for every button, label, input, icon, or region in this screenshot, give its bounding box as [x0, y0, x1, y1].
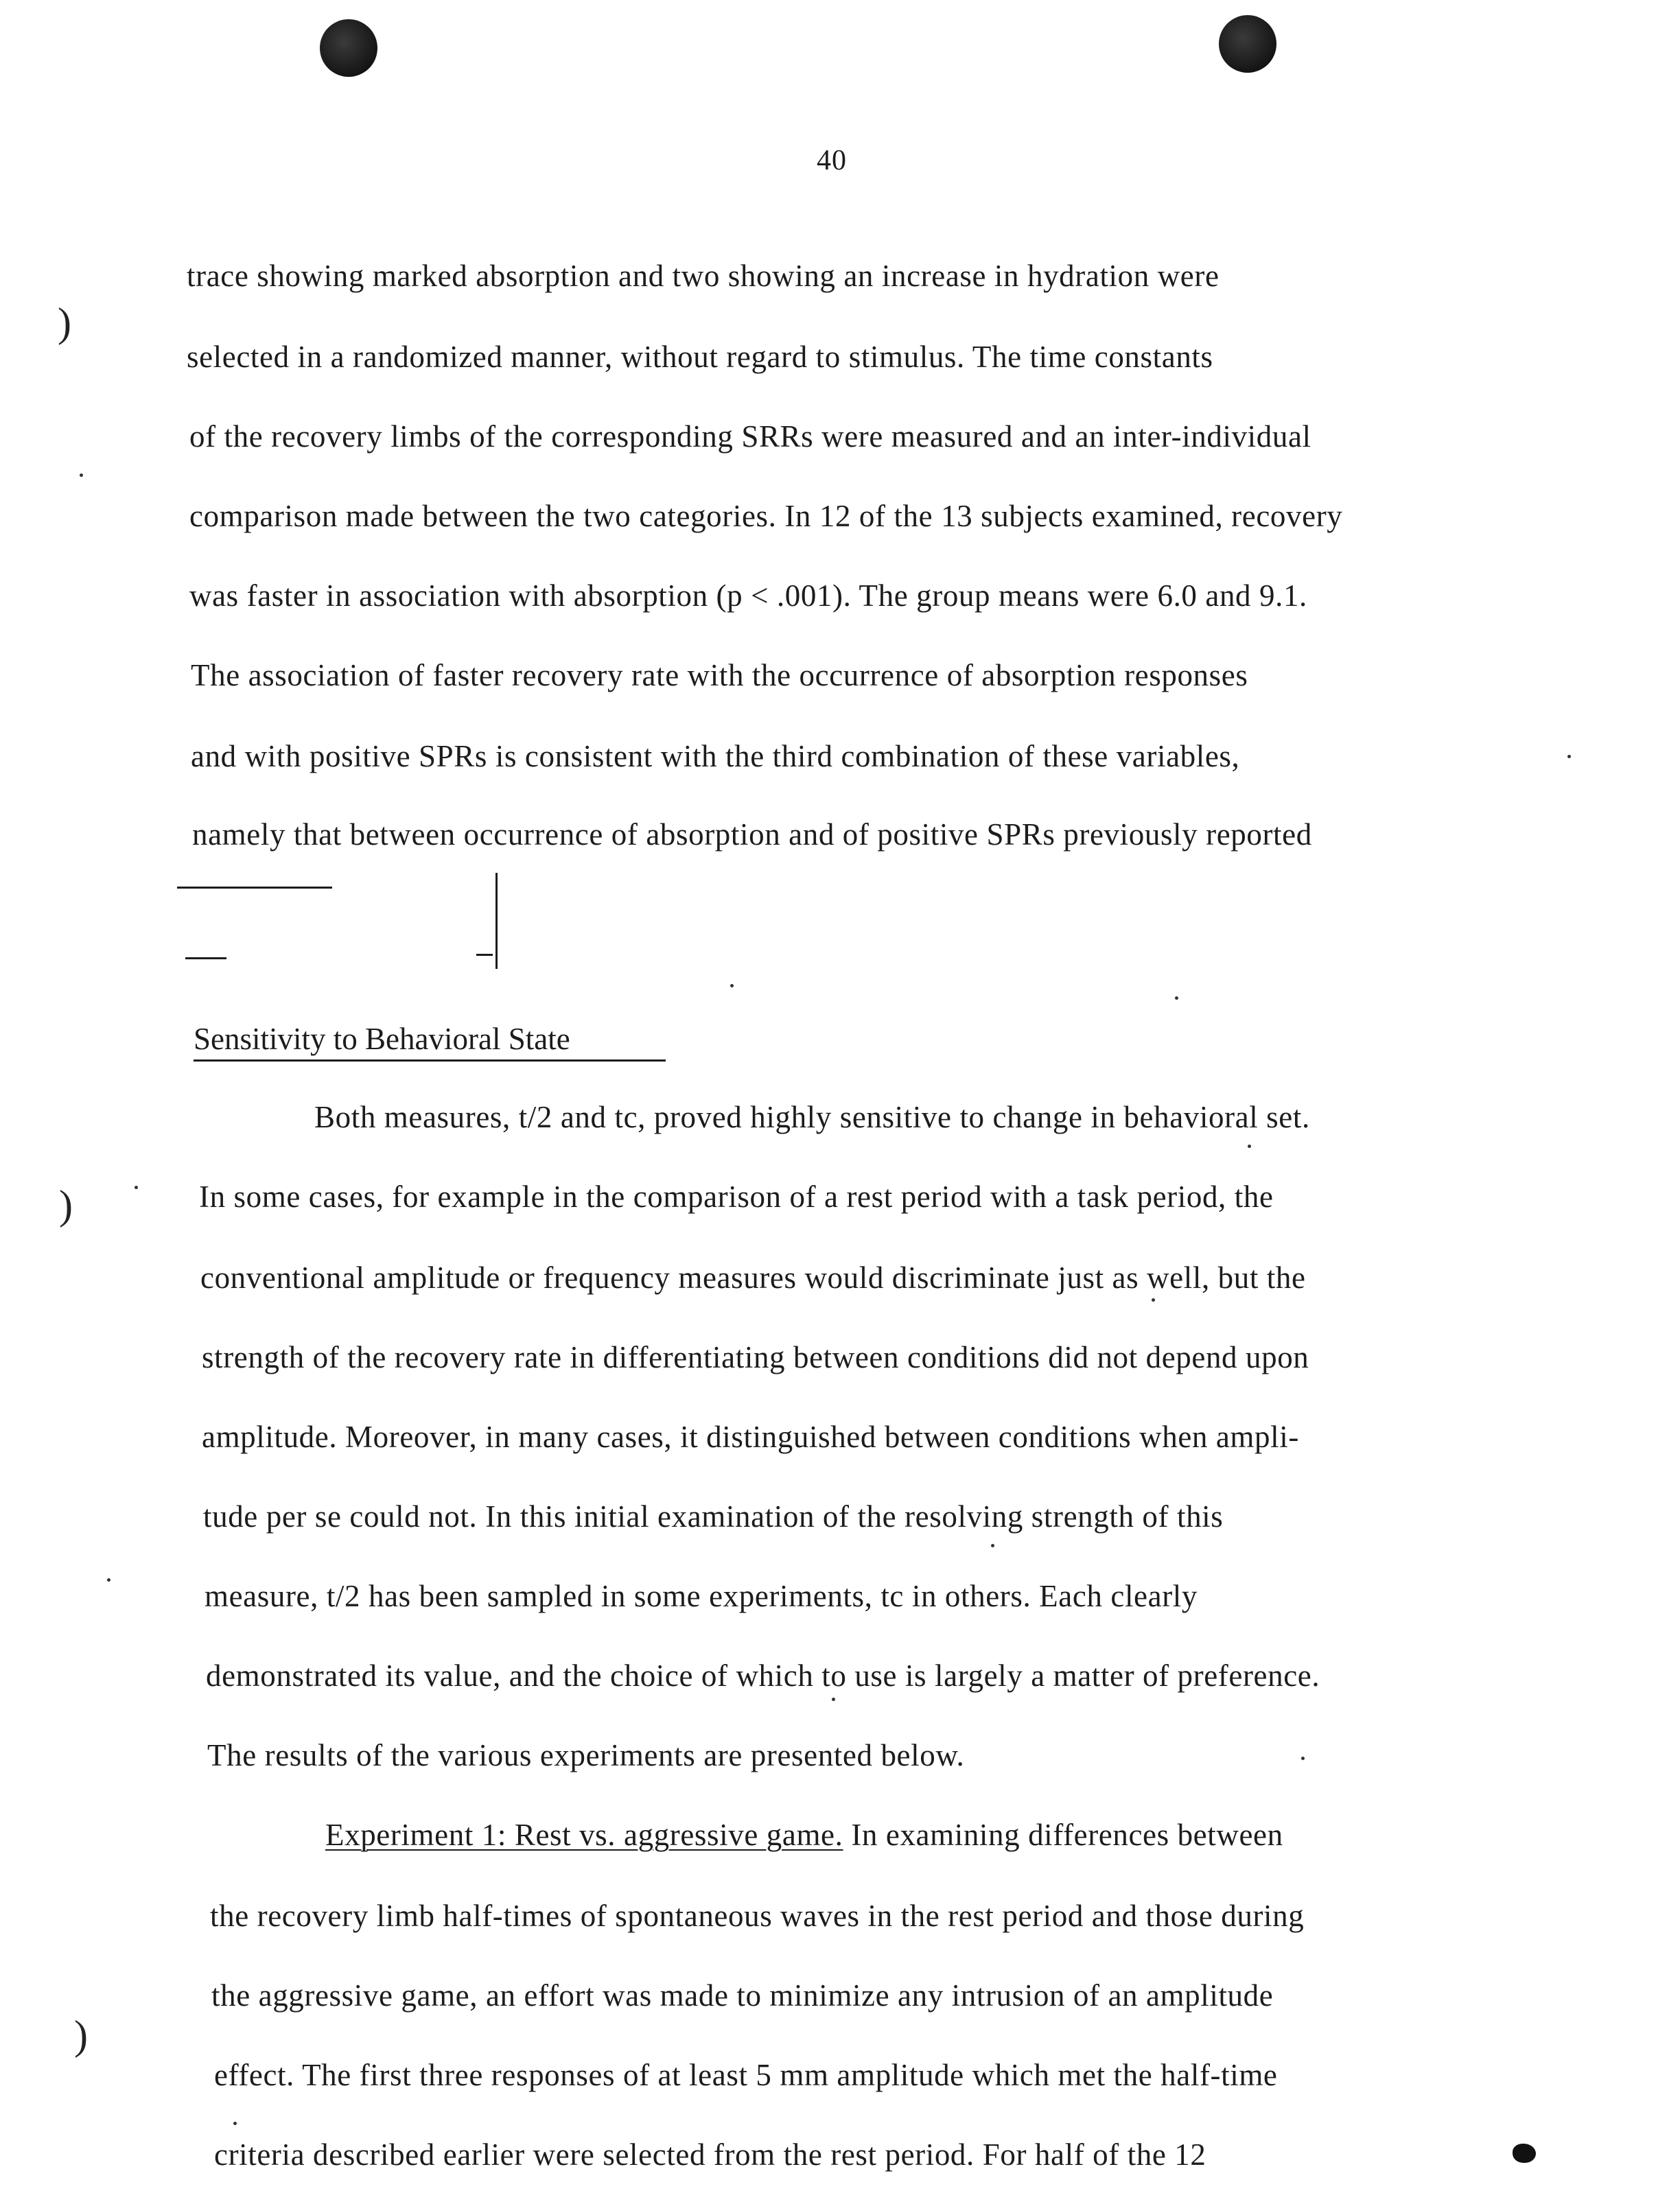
text-line: and with positive SPRs is consistent with the third combination of these variables, [191, 739, 1240, 773]
text-line [325, 1816, 1283, 1854]
scan-speck [135, 1186, 138, 1189]
scan-speck [107, 1578, 110, 1582]
text-line: strength of the recovery rate in differentiating between conditions did not depend upon [202, 1340, 1309, 1374]
text-line: The association of faster recovery rate with the occurrence of absorption responses [191, 658, 1248, 692]
margin-paren-3: ) [74, 2013, 88, 2058]
text-line: measure, t/2 has been sampled in some experiments, tc in others. Each clearly [205, 1579, 1198, 1613]
text-line: In some cases, for example in the comparison of a rest period with a task period, the [199, 1180, 1274, 1214]
scan-speck [80, 473, 83, 477]
text-line: conventional amplitude or frequency measures would discriminate just as well, but the [200, 1261, 1306, 1295]
separator-dash-1 [177, 887, 332, 889]
text-line: of the recovery limbs of the corresponding SRRs were measured and an inter-individual [189, 419, 1311, 454]
heading-underline [194, 1059, 666, 1062]
scan-speck [1301, 1757, 1305, 1760]
margin-paren-1: ) [58, 300, 71, 345]
separator-tick [476, 954, 493, 956]
text-line: effect. The first three responses of at least 5 mm amplitude which met the half-time [214, 2058, 1278, 2092]
text-line: demonstrated its value, and the choice of which to use is largely a matter of preference. [206, 1659, 1320, 1693]
scan-speck [1567, 755, 1571, 758]
text-line: Both measures, t/2 and tc, proved highly sensitive to change in behavioral set. [314, 1100, 1310, 1134]
scan-speck [1152, 1298, 1155, 1302]
text-line: the recovery limb half-times of spontaneous waves in the rest period and those during [210, 1899, 1305, 1933]
scan-speck [1248, 1145, 1251, 1148]
margin-paren-2: ) [59, 1182, 73, 1228]
text-line: selected in a randomized manner, without regard to stimulus. The time constants [187, 340, 1213, 374]
scan-speck [233, 2122, 237, 2125]
text-line: the aggressive game, an effort was made to minimize any intrusion of an amplitude [211, 1978, 1274, 2013]
text-line: comparison made between the two categories. In 12 of the 13 subjects examined, recovery [189, 499, 1343, 533]
text-line: namely that between occurrence of absorption and of positive SPRs previously reported [192, 817, 1312, 852]
punch-hole-left [320, 19, 377, 77]
scan-speck [1175, 996, 1178, 1000]
separator-dash-2 [185, 957, 226, 959]
text-line: trace showing marked absorption and two showing an increase in hydration were [187, 259, 1220, 293]
text-line-cut: criteria described earlier were selected from the rest period. For half of the 12 [214, 2137, 1206, 2172]
text-run: In examining differences between [843, 1818, 1283, 1852]
section-heading: Sensitivity to Behavioral State [194, 1022, 570, 1056]
scan-speck [832, 1698, 835, 1701]
experiment-title: Experiment 1: Rest vs. aggressive game. [325, 1818, 843, 1852]
text-line: tude per se could not. In this initial examination of the resolving strength of this [203, 1499, 1224, 1534]
text-line: amplitude. Moreover, in many cases, it distinguished between conditions when ampli- [202, 1420, 1299, 1454]
punch-hole-right [1219, 15, 1276, 73]
scan-speck [991, 1544, 994, 1547]
separator-vertical [495, 873, 498, 969]
scan-speck [730, 984, 734, 987]
text-line: The results of the various experiments are presented below. [207, 1738, 965, 1772]
text-line: was faster in association with absorption (p < .001). The group means were 6.0 and 9.1. [189, 578, 1307, 613]
ink-blot [1513, 2144, 1536, 2163]
page-number: 40 [817, 145, 847, 176]
